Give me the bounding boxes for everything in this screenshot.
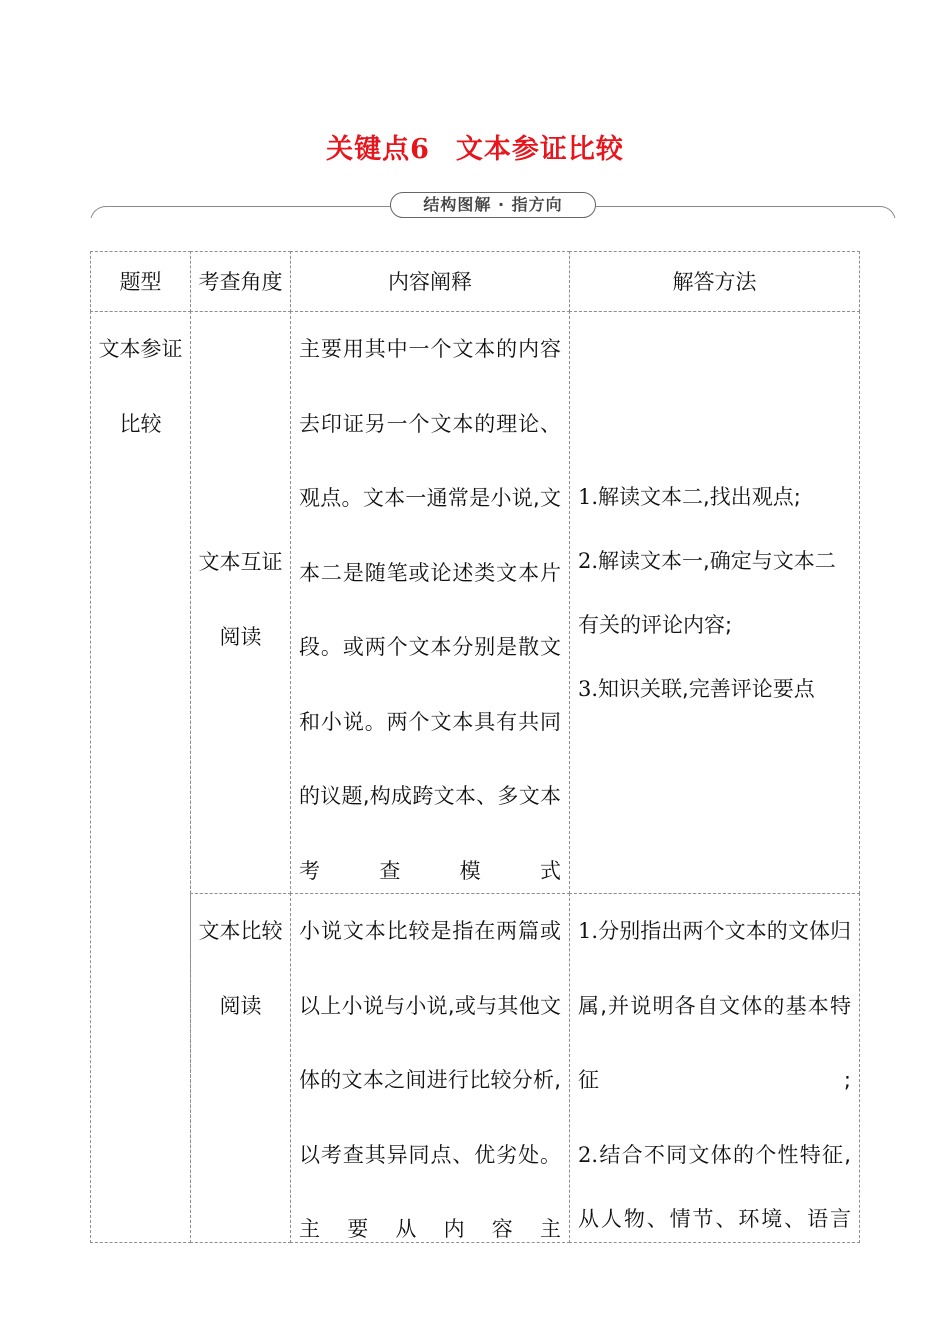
header-content: 内容阐释 bbox=[290, 251, 570, 312]
method-1-2: 2.解读文本一,确定与文本二有关的评论内容; bbox=[578, 549, 836, 637]
method-cell-2 bbox=[569, 893, 860, 1243]
method-cell-1 bbox=[569, 311, 860, 894]
banner-pill: 结构图解 · 指方向 bbox=[390, 192, 596, 218]
angle-cell-2: 文本比较阅读 bbox=[190, 893, 291, 1243]
header-method: 解答方法 bbox=[569, 251, 860, 312]
content-cell-2: 小说文本比较是指在两篇或以上小说与小说,或与其他文体的文本之间进行比较分析,以考查其异同点、优劣处。主要从内容主 bbox=[290, 893, 570, 1243]
type-cell: 文本参证比较 bbox=[90, 311, 191, 1243]
method-1-1: 1.解读文本二,找出观点; bbox=[578, 485, 801, 509]
method-1-3: 3.知识关联,完善评论要点 bbox=[578, 677, 815, 701]
method-2-2: 2.结合不同文体的个性特征,从人物、情节、环境、语言 bbox=[578, 1142, 851, 1231]
content-cell-1: 主要用其中一个文本的内容去印证另一个文本的理论、观点。文本一通常是小说,文本二是随笔或论述类文本片段。或两个文本分别是散文和小说。两个文本具有共同的议题,构成跨文本、多文本考查模式 bbox=[290, 311, 570, 894]
angle-cell-1: 文本互证阅读 bbox=[190, 311, 291, 894]
method-2-1: 1.分别指出两个文本的文体归属,并说明各自文体的基本特征; bbox=[578, 919, 851, 1092]
page-title: 关键点6 文本参证比较 bbox=[326, 134, 624, 165]
header-angle: 考查角度 bbox=[190, 251, 291, 312]
header-type: 题型 bbox=[90, 251, 191, 312]
